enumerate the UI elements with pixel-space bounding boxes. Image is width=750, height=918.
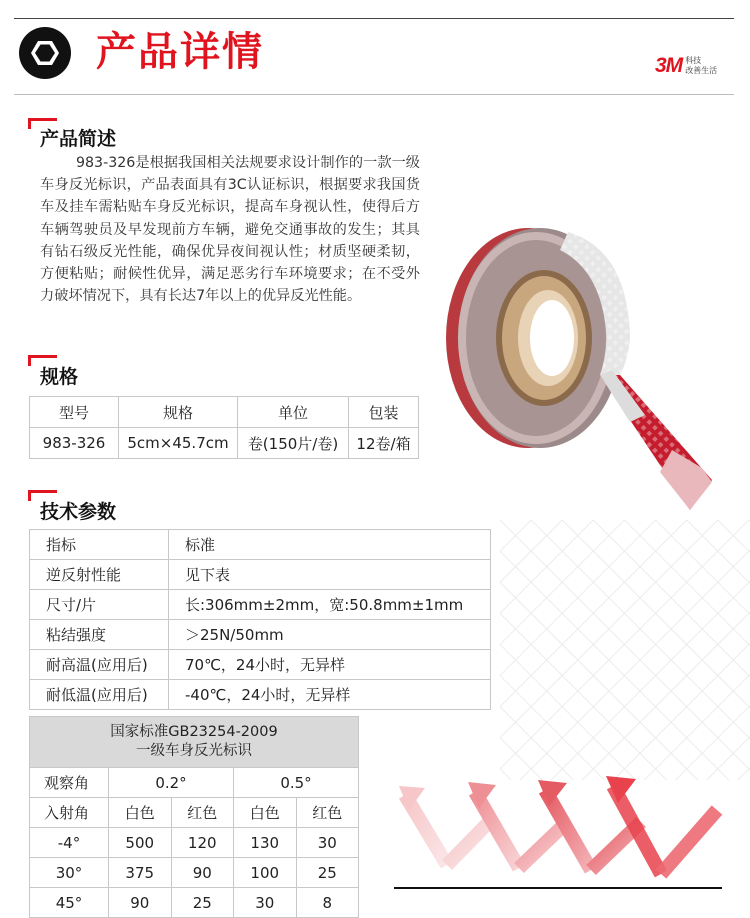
brand-tagline-2: 改善生活 — [685, 66, 718, 75]
std-cell: 500 — [109, 828, 172, 858]
tech-cell: 粘结强度 — [30, 620, 169, 650]
spec-header-cell: 包装 — [349, 397, 419, 428]
page-title: 产品详情 — [96, 29, 264, 75]
table-row — [30, 888, 359, 918]
table-row — [30, 768, 359, 798]
spec-cell: 5cm×45.7cm — [119, 428, 238, 459]
table-row — [30, 530, 491, 560]
spec-header-row — [30, 397, 419, 428]
brand-mark: 3M — [655, 54, 683, 77]
table-row — [30, 717, 359, 768]
product-description: 983-326是根据我国相关法规要求设计制作的一款一级车身反光标识，产品表面具有3C认证标识，根据要求我国货车及挂车需粘贴车身反光标识，提高车身视认性，使得后方车辆驾驶员及早发现前方车辆，避免交通事故的发生；其具有钻石级反光性能，确保优异夜间视认性；材质坚硬柔韧，方便粘贴；耐候性优异，满足恶劣行车环境要求；在不受外力破坏情况下，具有长达7年以上的优异反光性能。 — [40, 155, 420, 305]
obs-angle-cell: 0.2° — [109, 768, 234, 798]
brand-tagline-1: 科技 — [685, 56, 702, 65]
standard-title-line2: 一级车身反光标识 — [136, 743, 252, 759]
color-cell: 红色 — [296, 798, 359, 828]
table-row — [30, 858, 359, 888]
table-row — [30, 590, 491, 620]
tech-cell: 见下表 — [169, 560, 491, 590]
spec-header-cell: 规格 — [119, 397, 238, 428]
table-row — [30, 828, 359, 858]
color-cell: 白色 — [234, 798, 297, 828]
std-cell: 25 — [296, 858, 359, 888]
tech-cell: 尺寸/片 — [30, 590, 169, 620]
tech-cell: 指标 — [30, 530, 169, 560]
spec-table — [29, 396, 419, 459]
brand-tagline — [685, 56, 717, 76]
tech-cell: -40℃，24小时，无异样 — [169, 680, 491, 710]
std-cell: 90 — [109, 888, 172, 918]
table-row — [30, 798, 359, 828]
tech-cell: 标准 — [169, 530, 491, 560]
spec-header-cell: 单位 — [238, 397, 349, 428]
std-cell: 120 — [171, 828, 234, 858]
standard-title — [30, 717, 359, 768]
tech-table — [29, 529, 491, 710]
std-cell: 100 — [234, 858, 297, 888]
color-cell: 红色 — [171, 798, 234, 828]
obs-angle-label: 观察角 — [30, 768, 109, 798]
baseline-rule — [394, 887, 722, 889]
tech-cell: 耐低温(应用后) — [30, 680, 169, 710]
std-cell: 8 — [296, 888, 359, 918]
spec-header-cell: 型号 — [30, 397, 119, 428]
background-pattern — [500, 520, 750, 780]
brand-logo — [655, 54, 717, 78]
std-cell: 90 — [171, 858, 234, 888]
standard-table — [29, 716, 359, 918]
tech-cell: 耐高温(应用后) — [30, 650, 169, 680]
std-cell: 30° — [30, 858, 109, 888]
table-row — [30, 650, 491, 680]
std-cell: 375 — [109, 858, 172, 888]
std-cell: 25 — [171, 888, 234, 918]
table-row — [30, 620, 491, 650]
obs-angle-cell: 0.5° — [234, 768, 359, 798]
tech-cell: ＞25N/50mm — [169, 620, 491, 650]
std-cell: 45° — [30, 888, 109, 918]
top-rule — [14, 18, 734, 19]
arrows-decoration — [395, 770, 730, 890]
std-cell: 130 — [234, 828, 297, 858]
header-divider — [14, 94, 734, 95]
std-cell: 30 — [234, 888, 297, 918]
tech-cell: 70℃，24小时，无异样 — [169, 650, 491, 680]
standard-title-line1: 国家标准GB23254-2009 — [110, 724, 278, 740]
section-title-spec: 规格 — [40, 366, 79, 388]
section-title-intro: 产品简述 — [40, 128, 117, 150]
std-cell: -4° — [30, 828, 109, 858]
spec-cell: 卷(150片/卷) — [238, 428, 349, 459]
tape-roll-image — [440, 210, 720, 520]
table-row — [30, 680, 491, 710]
tech-cell: 长:306mm±2mm，宽:50.8mm±1mm — [169, 590, 491, 620]
table-row — [30, 560, 491, 590]
spec-cell: 12卷/箱 — [349, 428, 419, 459]
inc-angle-label: 入射角 — [30, 798, 109, 828]
hexagon-icon — [18, 26, 72, 80]
color-cell: 白色 — [109, 798, 172, 828]
spec-row — [30, 428, 419, 459]
std-cell: 30 — [296, 828, 359, 858]
spec-cell: 983-326 — [30, 428, 119, 459]
section-title-tech: 技术参数 — [40, 501, 117, 523]
tech-cell: 逆反射性能 — [30, 560, 169, 590]
